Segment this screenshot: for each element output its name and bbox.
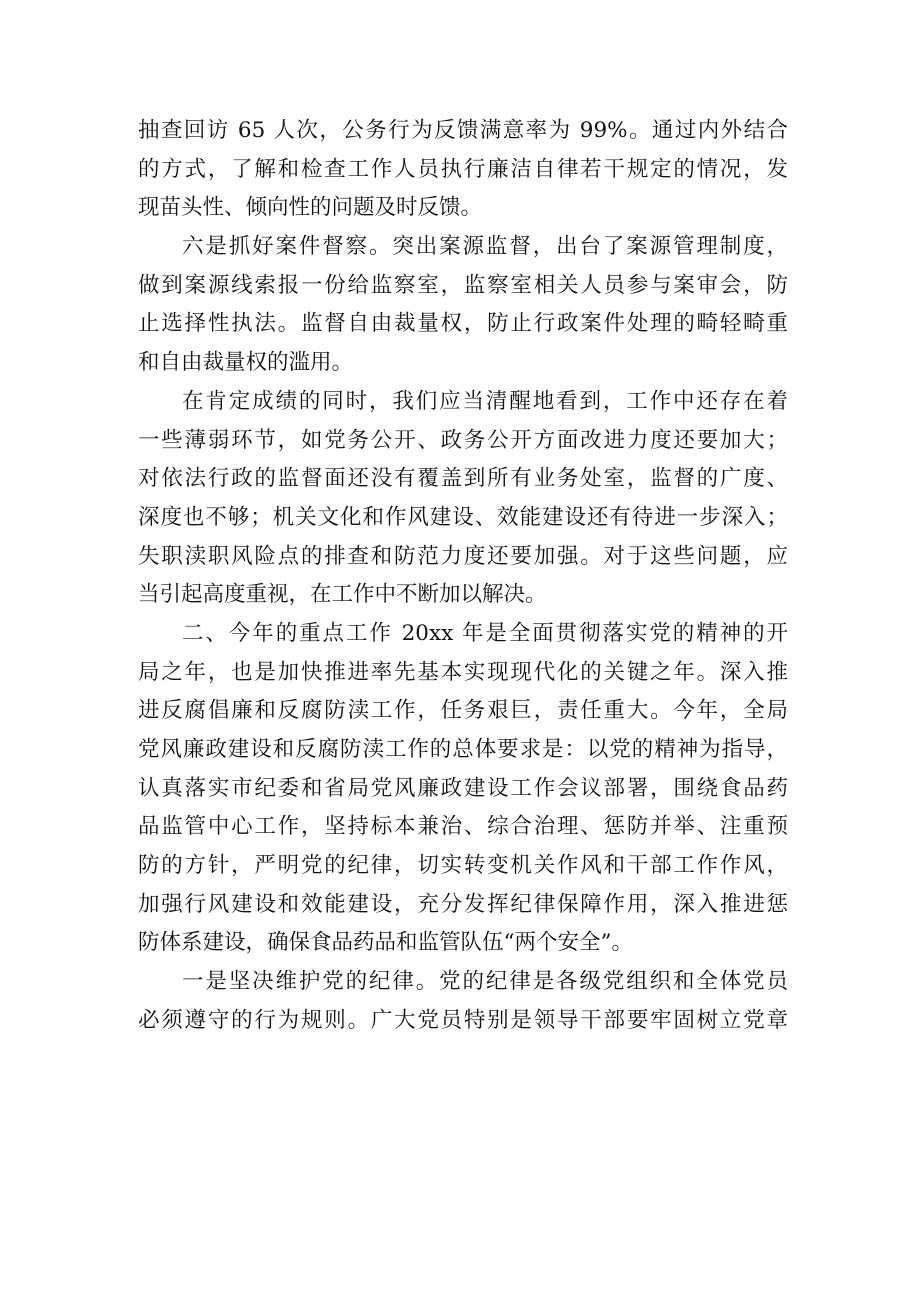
text-line: 品监管中心工作，坚持标本兼治、综合治理、惩防并举、注重预 xyxy=(138,814,788,840)
paragraph-first-line: 二、今年的重点工作 20xx 年是全面贯彻落实党的精神的开 xyxy=(182,620,788,646)
text-line: 抽查回访 65 人次，公务行为反馈满意率为 99%。通过内外结合 xyxy=(138,118,788,143)
text-line: 防的方针，严明党的纪律，切实转变机关作风和干部工作作风， xyxy=(138,853,788,879)
text-line: 认真落实市纪委和省局党风廉政建设工作会议部署，围绕食品药 xyxy=(138,775,788,801)
text-line: 失职渎职风险点的排查和防范力度还要加强。对于这些问题，应 xyxy=(138,543,788,569)
text-line: 当引起高度重视，在工作中不断加以解决。 xyxy=(138,582,547,608)
document-body xyxy=(138,112,788,1041)
text-line: 必须遵守的行为规则。广大党员特别是领导干部要牢固树立党章 xyxy=(138,1007,788,1033)
paragraph-first-line: 六是抓好案件督察。突出案源监督，出台了案源管理制度， xyxy=(182,234,788,260)
text-line: 的方式，了解和检查工作人员执行廉洁自律若干规定的情况，发 xyxy=(138,156,788,182)
text-line: 加强行风建设和效能建设，充分发挥纪律保障作用，深入推进惩 xyxy=(138,891,788,917)
paragraph-first-line: 一是坚决维护党的纪律。党的纪律是各级党组织和全体党员 xyxy=(182,969,788,995)
text-line: 进反腐倡廉和反腐防渎工作，任务艰巨，责任重大。今年，全局 xyxy=(138,698,788,724)
text-line: 防体系建设，确保食品药品和监管队伍“两个安全”。 xyxy=(138,930,633,956)
text-line: 做到案源线索报一份给监察室，监察室相关人员参与案审会，防 xyxy=(138,272,788,298)
text-line: 局之年，也是加快推进率先基本实现现代化的关键之年。深入推 xyxy=(138,659,788,685)
text-line: 对依法行政的监督面还没有覆盖到所有业务处室，监督的广度、 xyxy=(138,466,788,492)
text-line: 现苗头性、倾向性的问题及时反馈。 xyxy=(138,195,483,221)
text-line: 一些薄弱环节，如党务公开、政务公开方面改进力度还要加大； xyxy=(138,427,788,453)
paragraph-first-line: 在肯定成绩的同时，我们应当清醒地看到，工作中还存在着 xyxy=(182,388,788,414)
text-line: 和自由裁量权的滥用。 xyxy=(138,350,354,376)
text-line: 党风廉政建设和反腐防渎工作的总体要求是：以党的精神为指导， xyxy=(138,737,788,762)
text-line: 深度也不够；机关文化和作风建设、效能建设还有待进一步深入； xyxy=(138,504,788,530)
text-line: 止选择性执法。监督自由裁量权，防止行政案件处理的畸轻畸重 xyxy=(138,311,788,337)
